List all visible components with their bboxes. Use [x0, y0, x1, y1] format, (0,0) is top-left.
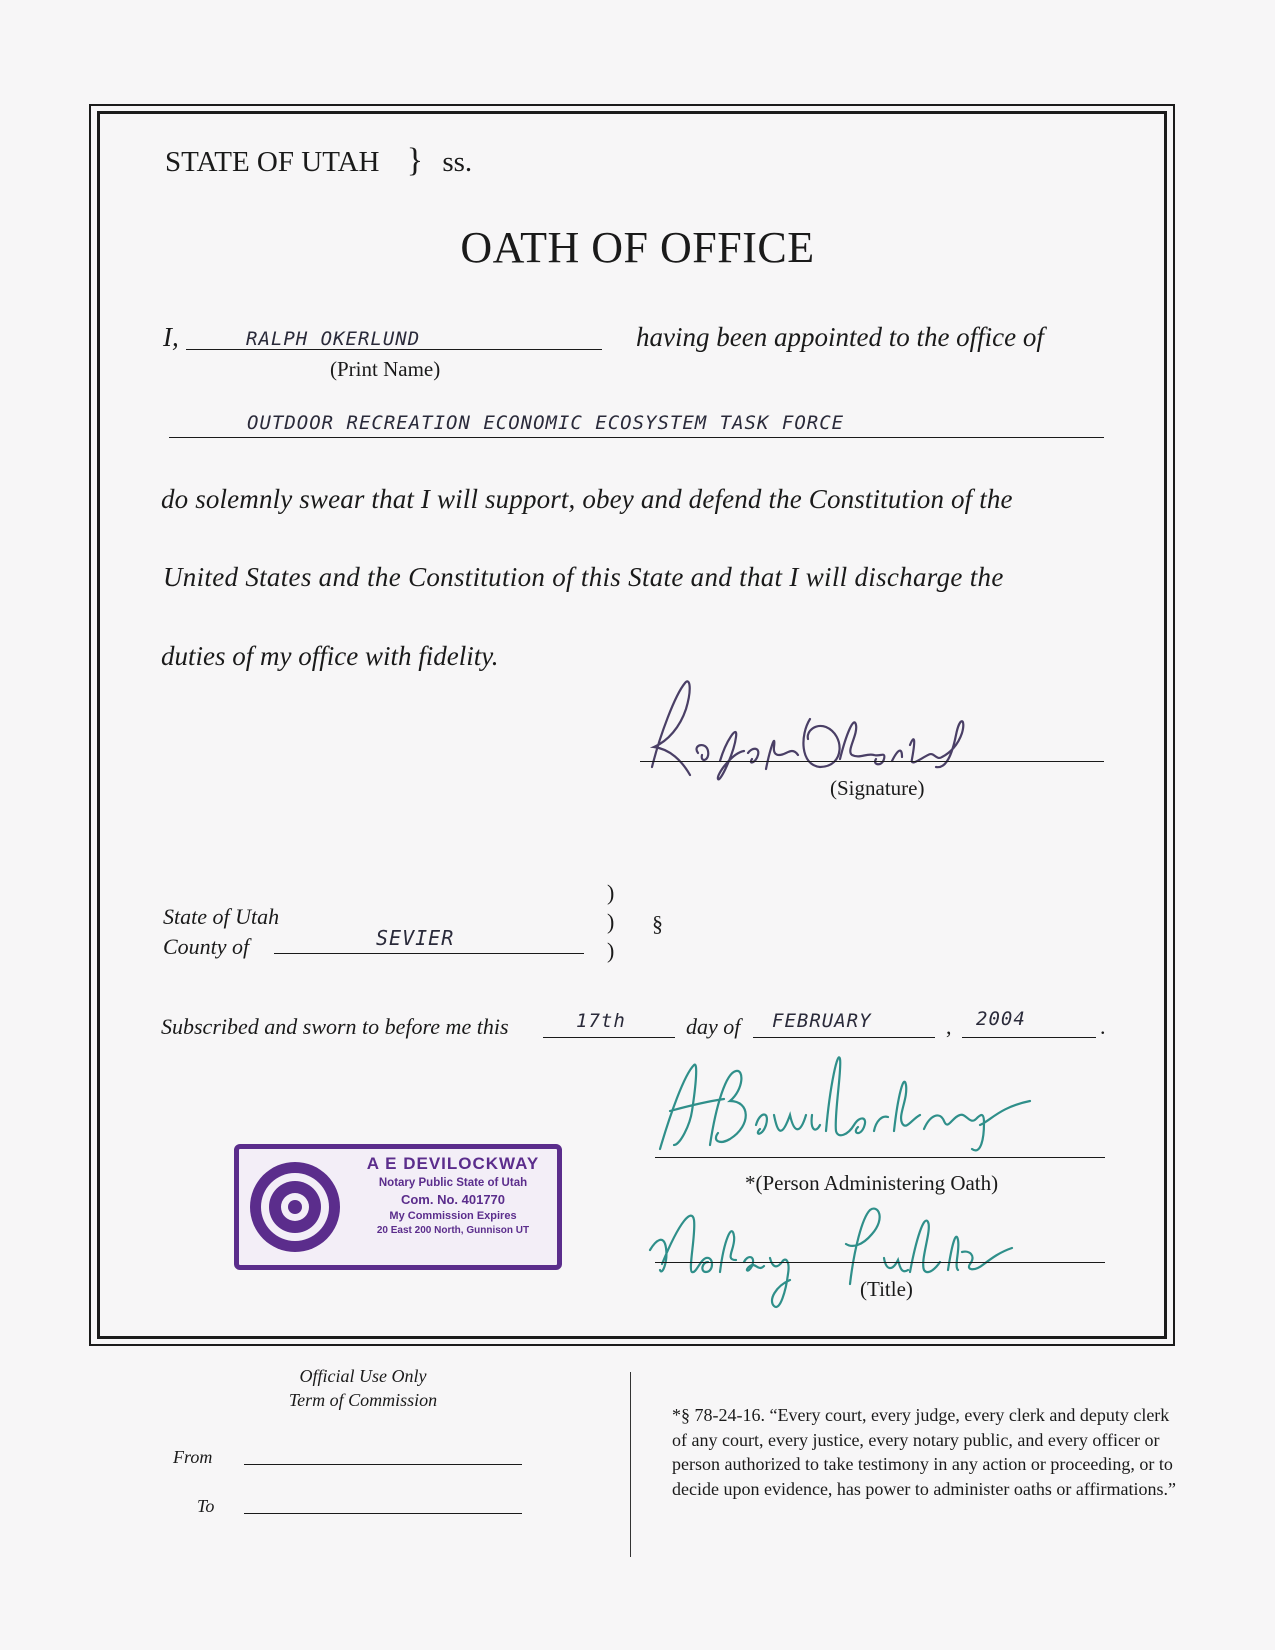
printed-name: RALPH OKERLUND	[246, 328, 421, 350]
notary-seal-icon	[247, 1159, 343, 1255]
notary-signature	[640, 1045, 1040, 1155]
stamp-number: Com. No. 401770	[400, 1192, 506, 1207]
to-line	[244, 1513, 522, 1514]
from-line	[244, 1464, 522, 1465]
print-name-caption: (Print Name)	[330, 357, 441, 381]
venue-county-label: County of	[163, 934, 250, 959]
official-use-label: Official Use Only	[299, 1366, 427, 1386]
county-line	[274, 953, 584, 954]
notary-stamp	[234, 1144, 562, 1270]
stamp-expires: My Commission Expires	[389, 1210, 517, 1222]
statute-text: *§ 78-24-16. “Every court, every judge, every clerk and deputy clerk of any court, every justice, every notary public, and every officer or person authorized to take testimony in any action or proceeding, or to decide upon evidence, has power to administer oaths or affirmations.”	[672, 1405, 1177, 1499]
section-symbol: §	[652, 911, 663, 936]
document-title: OATH OF OFFICE	[460, 223, 815, 272]
stamp-name: A E DEVILOCKWAY	[366, 1154, 540, 1173]
appointed-text: having been appointed to the office of	[636, 322, 1044, 352]
stamp-address: 20 East 200 North, Gunnison UT	[376, 1225, 530, 1236]
signature-line	[640, 761, 1104, 762]
from-label: From	[173, 1447, 213, 1467]
county-value: SEVIER	[376, 926, 455, 950]
pronoun-i: I,	[163, 322, 179, 352]
brace: }	[406, 142, 424, 179]
ss-label: ss.	[442, 146, 473, 178]
venue-state: State of Utah	[163, 904, 280, 929]
office-name: OUTDOOR RECREATION ECONOMIC ECOSYSTEM TASK FORCE	[247, 412, 845, 434]
oath-line-3: duties of my office with fidelity.	[161, 641, 499, 671]
footer-divider	[630, 1372, 631, 1557]
sworn-year: 2004	[976, 1008, 1026, 1030]
sworn-day-of: day of	[686, 1014, 741, 1039]
title-signature	[640, 1200, 1020, 1315]
administrator-line	[655, 1157, 1105, 1158]
administrator-caption: *(Person Administering Oath)	[745, 1171, 999, 1195]
to-label: To	[197, 1496, 215, 1516]
year-line	[962, 1037, 1096, 1038]
sworn-month: FEBRUARY	[772, 1010, 872, 1032]
signature-ralph-okerlund	[640, 675, 1000, 790]
day-line	[543, 1037, 675, 1038]
stamp-commission: Notary Public State of Utah	[378, 1177, 528, 1189]
term-label: Term of Commission	[288, 1390, 438, 1410]
sworn-day: 17th	[576, 1010, 626, 1032]
oath-line-1: do solemnly swear that I will support, obey and defend the Constitution of the	[161, 484, 1013, 514]
sworn-prefix: Subscribed and sworn to before me this	[161, 1014, 509, 1039]
title-line	[655, 1262, 1105, 1263]
month-line	[753, 1037, 935, 1038]
signature-caption: (Signature)	[830, 776, 925, 800]
state-label: STATE OF UTAH	[165, 146, 380, 178]
sworn-period: .	[1100, 1014, 1106, 1039]
paren-1: )	[607, 880, 615, 905]
paren-3: )	[607, 938, 615, 963]
paren-2: )	[607, 909, 615, 934]
state-header	[165, 142, 472, 180]
office-line	[169, 437, 1104, 438]
title-caption: (Title)	[860, 1277, 913, 1301]
oath-line-2: United States and the Constitution of this State and that I will discharge the	[163, 562, 1004, 592]
sworn-comma: ,	[946, 1014, 952, 1039]
